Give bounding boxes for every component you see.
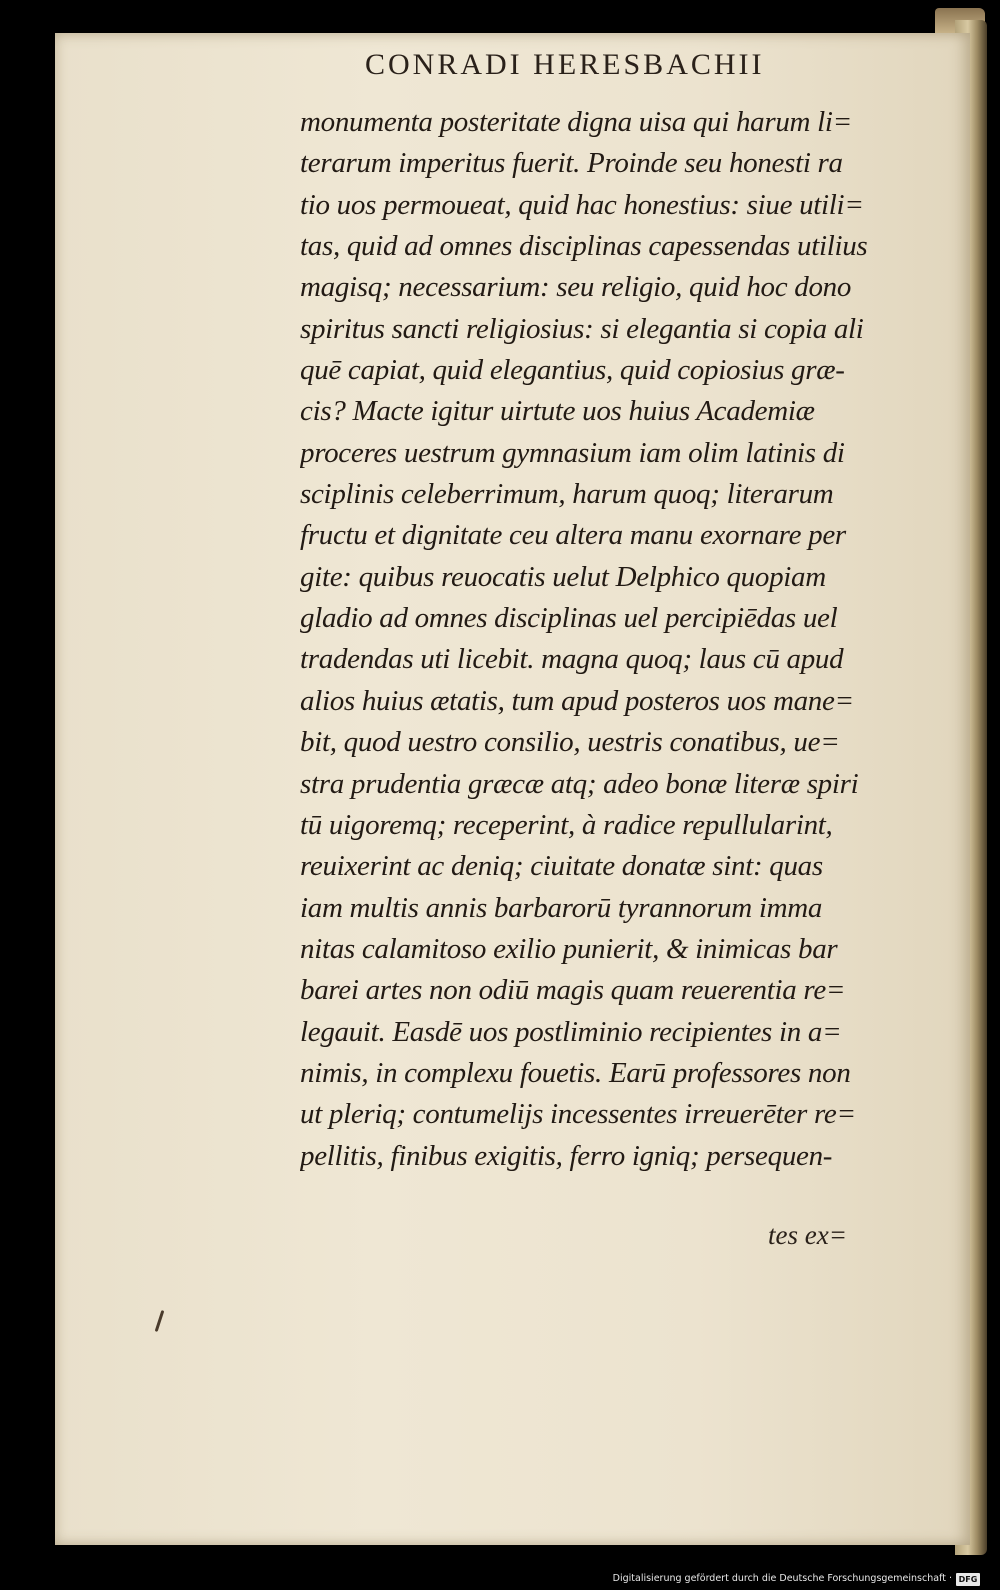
text-line: cis? Macte igitur uirtute uos huius Academiæ [300,395,815,428]
text-line: quē capiat, quid elegantius, quid copiosius græ- [300,354,845,387]
text-line: terarum imperitus fuerit. Proinde seu honesti ra [300,147,843,180]
text-line: tas, quid ad omnes disciplinas capessendas utilius [300,230,868,263]
text-line: reuixerint ac deniq; ciuitate donatæ sint: quas [300,850,823,883]
footer-credit: Digitalisierung gefördert durch die Deutsche Forschungsgemeinschaft · [612,1573,952,1584]
running-head: CONRADI HERESBACHII [365,48,765,81]
text-line: fructu et dignitate ceu altera manu exornare per [300,519,846,552]
text-line: tū uigoremq; receperint, à radice repullularint, [300,808,833,841]
text-line: nitas calamitoso exilio punierit, & inimicas bar [300,932,838,965]
catchword: tes ex= [768,1220,847,1250]
text-line: nimis, in complexu fouetis. Earū professores non [300,1056,851,1089]
text-line: pellitis, finibus exigitis, ferro igniq; persequen- [300,1139,833,1172]
text-line: barei artes non odiū magis quam reuerentia re= [300,974,846,1007]
text-line: tio uos permoueat, quid hac honestius: siue utili= [300,188,864,221]
text-line: proceres uestrum gymnasium iam olim latinis di [300,436,845,469]
text-line: ut pleriq; contumelijs incessentes irreuerēter re= [300,1098,856,1131]
text-line: legauit. Easdē uos postliminio recipientes in a= [300,1015,842,1048]
text-line: sciplinis celeberrimum, harum quoq; literarum [300,478,834,511]
dfg-logo-icon: DFG [956,1573,980,1586]
text-block [300,102,930,1177]
text-line: tradendas uti licebit. magna quoq; laus cū apud [300,643,844,676]
text-line: magisq; necessarium: seu religio, quid hoc dono [300,271,852,304]
text-line: alios huius ætatis, tum apud posteros uos mane= [300,684,854,717]
footer-bar [0,1570,1000,1590]
text-line: monumenta posteritate digna uisa qui harum li= [300,106,852,138]
text-line: iam multis annis barbarorū tyrannorum imma [300,891,823,924]
text-line: bit, quod uestro consilio, uestris conatibus, ue= [300,726,840,759]
text-line: gite: quibus reuocatis uelut Delphico quopiam [300,560,826,593]
text-line: spiritus sancti religiosius: si elegantia si copia ali [300,312,864,345]
text-line: stra prudentia græcæ atq; adeo bonæ literæ spiri [300,767,859,800]
text-line: gladio ad omnes disciplinas uel percipiēdas uel [300,602,838,635]
